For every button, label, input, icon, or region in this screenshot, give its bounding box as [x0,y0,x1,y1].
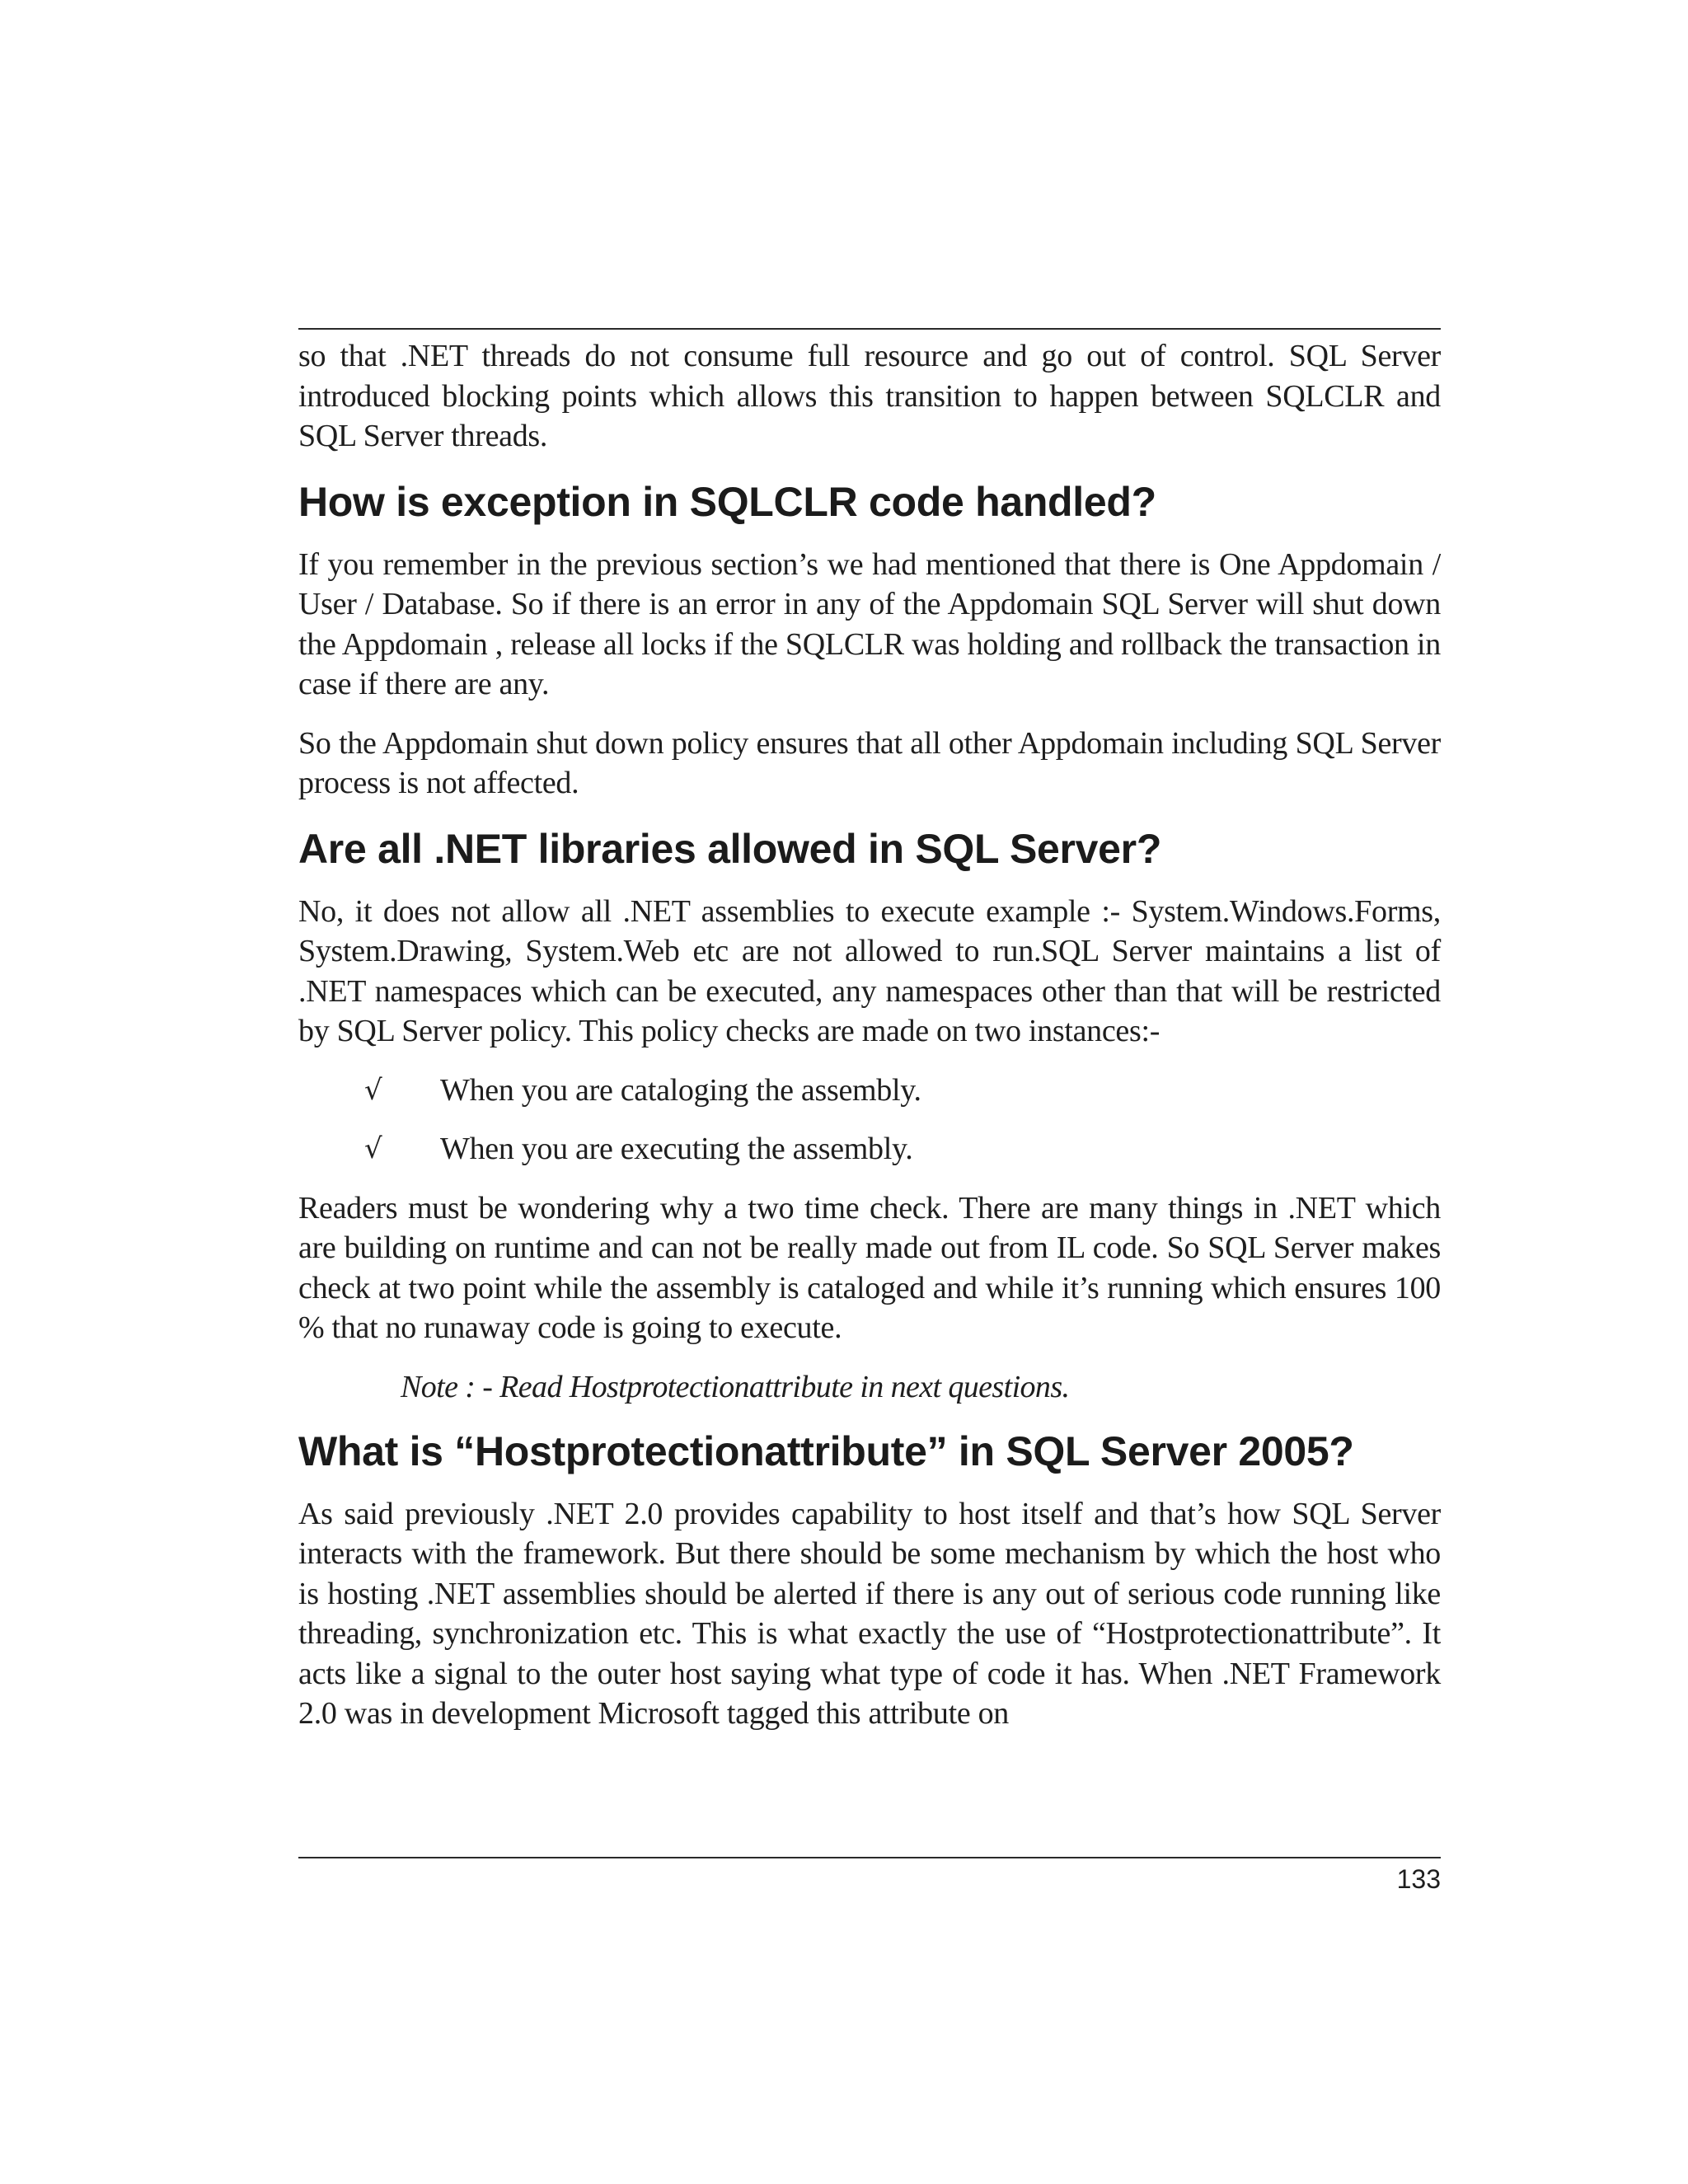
footer-rule [298,1857,1441,1858]
paragraph-shutdown-policy: So the Appdomain shut down policy ensures that all other Appdomain including SQL Server process is not affected. [298,725,1441,800]
paragraph-two-time-check: Readers must be wondering why a two time check. There are many things in .NET which are building on runtime and can not be really made out from IL code. So SQL Server makes check at two point while the assembly is cataloged and while it’s running which ensures 100 % that no runaway code is going to execute. [298,1190,1441,1345]
page-content [298,336,1441,1753]
book-page [298,0,1441,2184]
page-number: 133 [1396,1864,1441,1894]
list-item-text: When you are executing the assembly. [440,1132,913,1166]
header-rule [298,328,1441,330]
note-text: Note : - Read Hostprotectionattribute in next questions. [401,1369,1070,1404]
list-item [298,1071,1441,1111]
list-item [298,1129,1441,1169]
paragraph-allowed-assemblies: No, it does not allow all .NET assemblies to execute example :- System.Windows.Forms, System.Drawing, System.Web etc are not allowed to run.SQL Server maintains a list of .NET namespaces which can be executed, any namespaces other than that will be restricted by SQL Server policy. This policy checks are made on two instances:- [298,893,1441,1048]
paragraph-appdomain-error: If you remember in the previous section’s we had mentioned that there is One Appdomain / User / Database. So if there is an error in any of the Appdomain SQL Server will shut down the Appdomain , release all locks if the SQLCLR was holding and rollback the transaction in case if there are any. [298,546,1441,701]
policy-check-list [298,1071,1441,1169]
paragraph-hostprotection: As said previously .NET 2.0 provides capability to host itself and that’s how SQL Server interacts with the framework. But there should be some mechanism by which the host who is hosting .NET assemblies should be alerted if there is any out of serious code running like threading, synchronization etc. This is what exactly the use of “Hostprotectionattribute”. It acts like a signal to the outer host saying what type of code it has. When .NET Framework 2.0 was in development Microsoft tagged this attribute on [298,1496,1441,1731]
check-icon: √ [364,1073,382,1107]
heading-sqlclr-exception: How is exception in SQLCLR code handled? [298,478,1156,525]
list-item-text: When you are cataloging the assembly. [440,1072,921,1108]
heading-hostprotectionattribute: What is “Hostprotectionattribute” in SQL Server 2005? [298,1427,1354,1474]
paragraph-continued: so that .NET threads do not consume full resource and go out of control. SQL Server introduced blocking points which allows this transition to happen between SQLCLR and SQL Server threads. [298,339,1441,453]
check-icon: √ [364,1132,382,1165]
heading-net-libraries: Are all .NET libraries allowed in SQL Server? [298,825,1162,872]
